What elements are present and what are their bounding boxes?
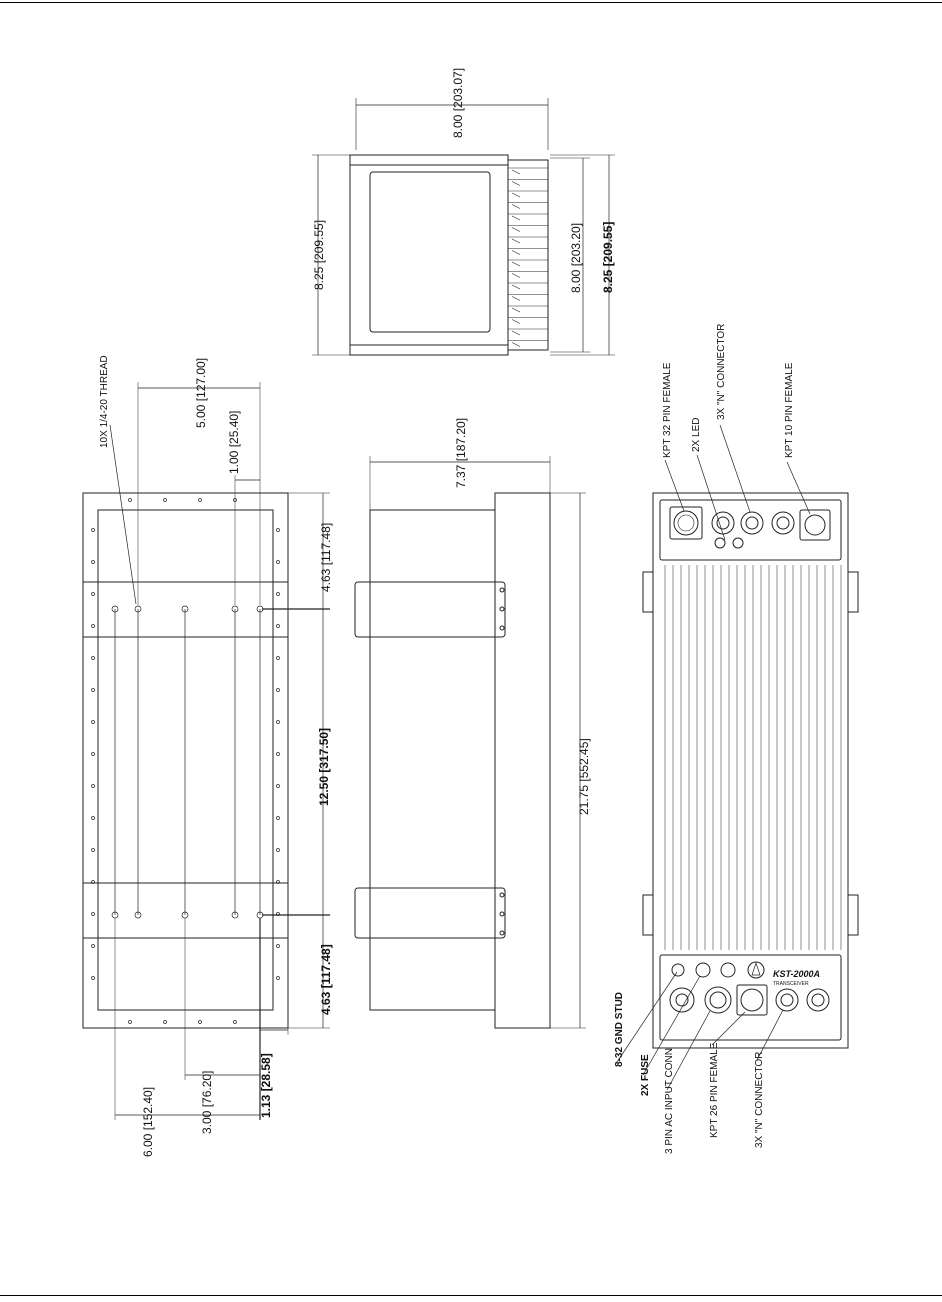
side-view [355,456,586,1028]
edge-hole [277,721,280,724]
edge-hole [92,529,95,532]
dim-top-inner: 8.00 [203.20] [569,222,583,293]
plate-view [83,382,330,1120]
edge-hole [92,849,95,852]
edge-hole [277,977,280,980]
dim-mid-width: 7.37 [187.20] [454,417,468,488]
fin-detail [512,285,520,289]
dim-left-b2: 3.00 [76.20] [200,1070,214,1134]
edge-hole [277,689,280,692]
dim-left-bot: 4.63 [117.48] [319,944,333,1015]
edge-hole [129,499,132,502]
dim-left-b1: 6.00 [152.40] [141,1086,155,1157]
edge-hole [92,561,95,564]
edge-hole [92,721,95,724]
fin-detail [512,274,520,278]
edge-hole [234,1021,237,1024]
fin-detail [512,320,520,324]
fin-detail [512,170,520,174]
dim-left-top: 4.63 [117.48] [319,522,333,592]
edge-hole [92,593,95,596]
edge-hole [277,753,280,756]
edge-hole [92,657,95,660]
edge-hole [164,499,167,502]
edge-hole [92,753,95,756]
edge-hole [129,1021,132,1024]
edge-hole [199,1021,202,1024]
callout-thread: 10X 1/4-20 THREAD [99,355,110,448]
edge-hole [92,689,95,692]
panel-subtitle: TRANSCEIVER [773,981,809,987]
callout-fuse: 2X FUSE [640,1054,651,1096]
fin-detail [512,308,520,312]
edge-hole [92,625,95,628]
edge-hole [277,529,280,532]
dim-left-span: 5.00 [127.00] [194,357,208,428]
callout-gnd: 8-32 GND STUD [614,991,625,1067]
fin-detail [512,182,520,186]
callout-led: 2X LED [691,417,702,452]
dim-top-width: 8.00 [203.07] [451,67,465,138]
edge-hole [277,849,280,852]
fin-detail [512,343,520,347]
fin-detail [512,297,520,301]
callout-kpt32: KPT 32 PIN FEMALE [662,362,673,458]
edge-hole [92,977,95,980]
dim-left-small: 1.00 [25.40] [227,410,241,474]
edge-hole [92,913,95,916]
fin-detail [512,228,520,232]
connector-view [617,425,858,1090]
edge-hole [277,657,280,660]
dim-mid-length: 21.75 [552.45] [577,738,591,815]
edge-hole [199,499,202,502]
edge-hole [277,625,280,628]
edge-hole [277,817,280,820]
callout-nconn-bot: 3X "N" CONNECTOR [754,1051,765,1148]
edge-hole [92,945,95,948]
edge-hole [164,1021,167,1024]
fin-detail [512,239,520,243]
dim-left-mid: 12.50 [317.50] [317,727,331,806]
fin-detail [512,262,520,266]
edge-hole [277,945,280,948]
edge-hole [277,561,280,564]
dim-top-outer: 8.25 [209.55] [601,221,615,293]
edge-hole [277,593,280,596]
callout-kpt10: KPT 10 PIN FEMALE [784,362,795,458]
callout-ac-input: 3 PIN AC INPUT CONN [664,1048,675,1154]
fin-detail [512,251,520,255]
callout-nconn-top: 3X "N" CONNECTOR [716,323,727,420]
fin-detail [512,216,520,220]
fin-detail [512,193,520,197]
edge-hole [277,785,280,788]
callout-kpt26: KPT 26 PIN FEMALE [709,1042,720,1138]
fin-detail [512,205,520,209]
dim-left-b3: 1.13 [28.58] [259,1053,273,1118]
dim-top-height: 8.25 [209.55] [312,219,326,290]
edge-hole [92,785,95,788]
panel-model: KST-2000A [773,969,821,979]
fin-detail [512,331,520,335]
edge-hole [92,817,95,820]
